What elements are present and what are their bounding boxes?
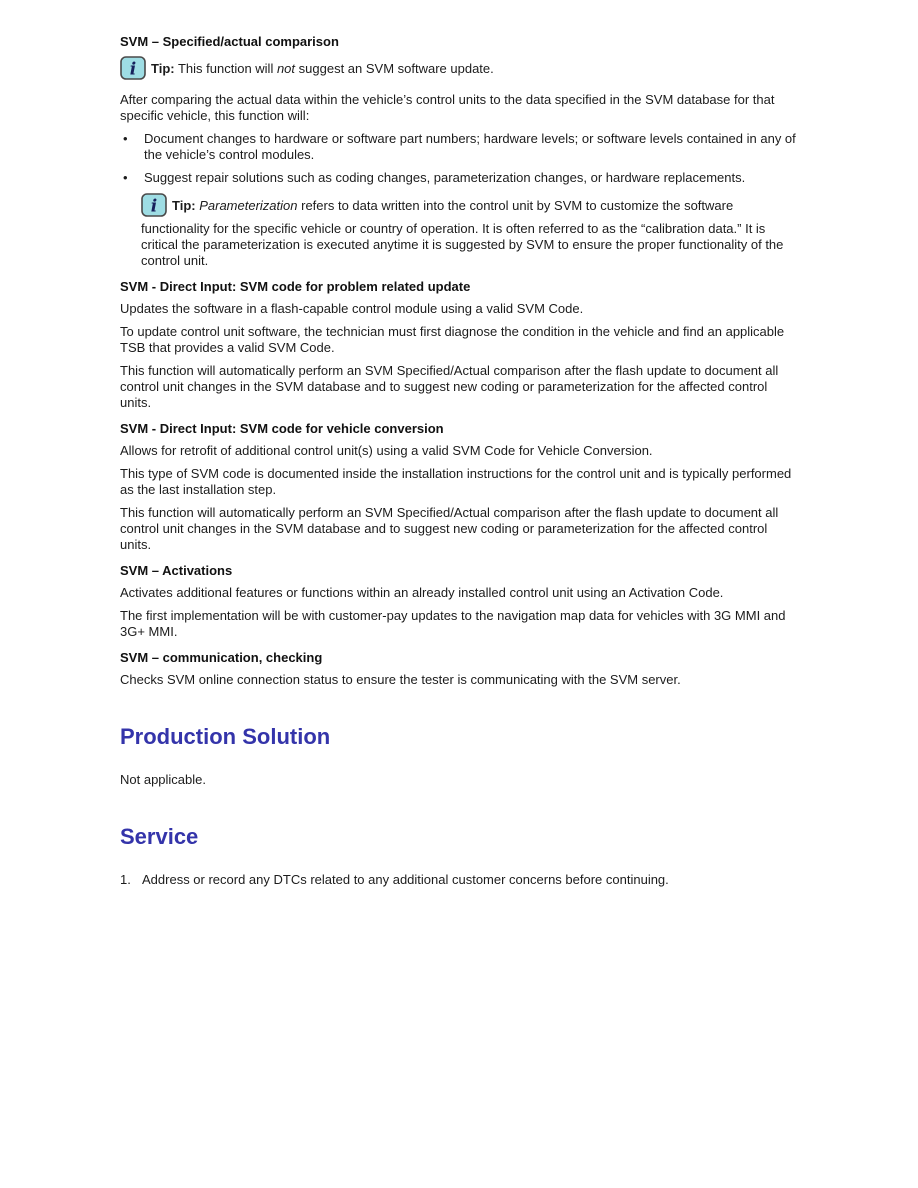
paragraph-allows-retrofit: Allows for retrofit of additional control unit(s) using a valid SVM Code for Vehicle Conversion. (120, 443, 653, 458)
document-page (120, 34, 798, 895)
heading-svm-communication: SVM – communication, checking (120, 650, 323, 665)
service-step-1 (120, 872, 798, 888)
tip-note-parameterization (141, 193, 798, 269)
paragraph-activates: Activates additional features or functions within an already installed control unit using an Activation Code. (120, 585, 724, 600)
bullet-text: Suggest repair solutions such as coding changes, parameterization changes, or hardware replacements. (144, 170, 746, 185)
info-tip-icon (141, 193, 167, 221)
paragraph-checks-svm: Checks SVM online connection status to ensure the tester is communicating with the SVM server. (120, 672, 681, 687)
heading-svm-direct-input-conversion: SVM - Direct Input: SVM code for vehicle conversion (120, 421, 444, 436)
tip-text: refers to data written into the control unit by SVM to customize the software functionality for the specific vehicle or country of operation. It is often referred to as the “calibration data.” It is critical the parameterization is executed anytime it is suggested by SVM to ensure the proper functionality of the control unit. (141, 198, 784, 268)
tip-text-italic: Parameterization (199, 198, 298, 213)
paragraph-auto-compare-1: This function will automatically perform an SVM Specified/Actual comparison after the flash update to document all control unit changes in the SVM database and to suggest new coding or parameterization for the affected control units. (120, 363, 779, 410)
paragraph-not-applicable: Not applicable. (120, 772, 206, 787)
paragraph-auto-compare-2: This function will automatically perform an SVM Specified/Actual comparison after the flash update to document all control unit changes in the SVM database and to suggest new coding or parameterization for the affected control units. (120, 505, 779, 552)
tip-text: suggest an SVM software update. (295, 61, 494, 76)
svg-text:i: i (129, 59, 137, 80)
bullet-icon: • (123, 170, 128, 185)
heading-production-solution: Production Solution (120, 724, 331, 749)
info-tip-icon (120, 56, 146, 84)
heading-svm-activations: SVM – Activations (120, 563, 233, 578)
paragraph-first-implementation: The first implementation will be with customer-pay updates to the navigation map data for vehicles with 3G MMI and 3G+ MMI. (120, 608, 786, 639)
list-number: 1. (120, 872, 131, 887)
heading-svm-specified-actual: SVM – Specified/actual comparison (120, 34, 339, 49)
bullet-item-document-changes (120, 131, 798, 163)
paragraph-updates-software: Updates the software in a flash-capable control module using a valid SVM Code. (120, 301, 584, 316)
list-text: Address or record any DTCs related to any additional customer concerns before continuing. (142, 872, 669, 887)
tip-label: Tip: (172, 198, 196, 213)
tip-label: Tip: (151, 61, 175, 76)
heading-service: Service (120, 824, 199, 849)
bullet-item-suggest-repair (120, 170, 798, 186)
paragraph-code-documented: This type of SVM code is documented inside the installation instructions for the control unit and is typically performed as the last installation step. (120, 466, 792, 497)
svg-text:i: i (150, 196, 158, 217)
bullet-icon: • (123, 131, 128, 146)
tip-text: This function will (174, 61, 277, 76)
tip-text-italic: not (276, 61, 296, 76)
bullet-text: Document changes to hardware or software part numbers; hardware levels; or software levels contained in any of the vehicle’s control modules. (144, 131, 796, 162)
paragraph-after-comparing: After comparing the actual data within the vehicle’s control units to the data specified in the SVM database for that specific vehicle, this function will: (120, 92, 775, 123)
heading-svm-direct-input-problem: SVM - Direct Input: SVM code for problem related update (120, 279, 471, 294)
tip-note-software-update (120, 56, 798, 84)
paragraph-to-update: To update control unit software, the technician must first diagnose the condition in the vehicle and find an applicable TSB that provides a valid SVM Code. (120, 324, 785, 355)
